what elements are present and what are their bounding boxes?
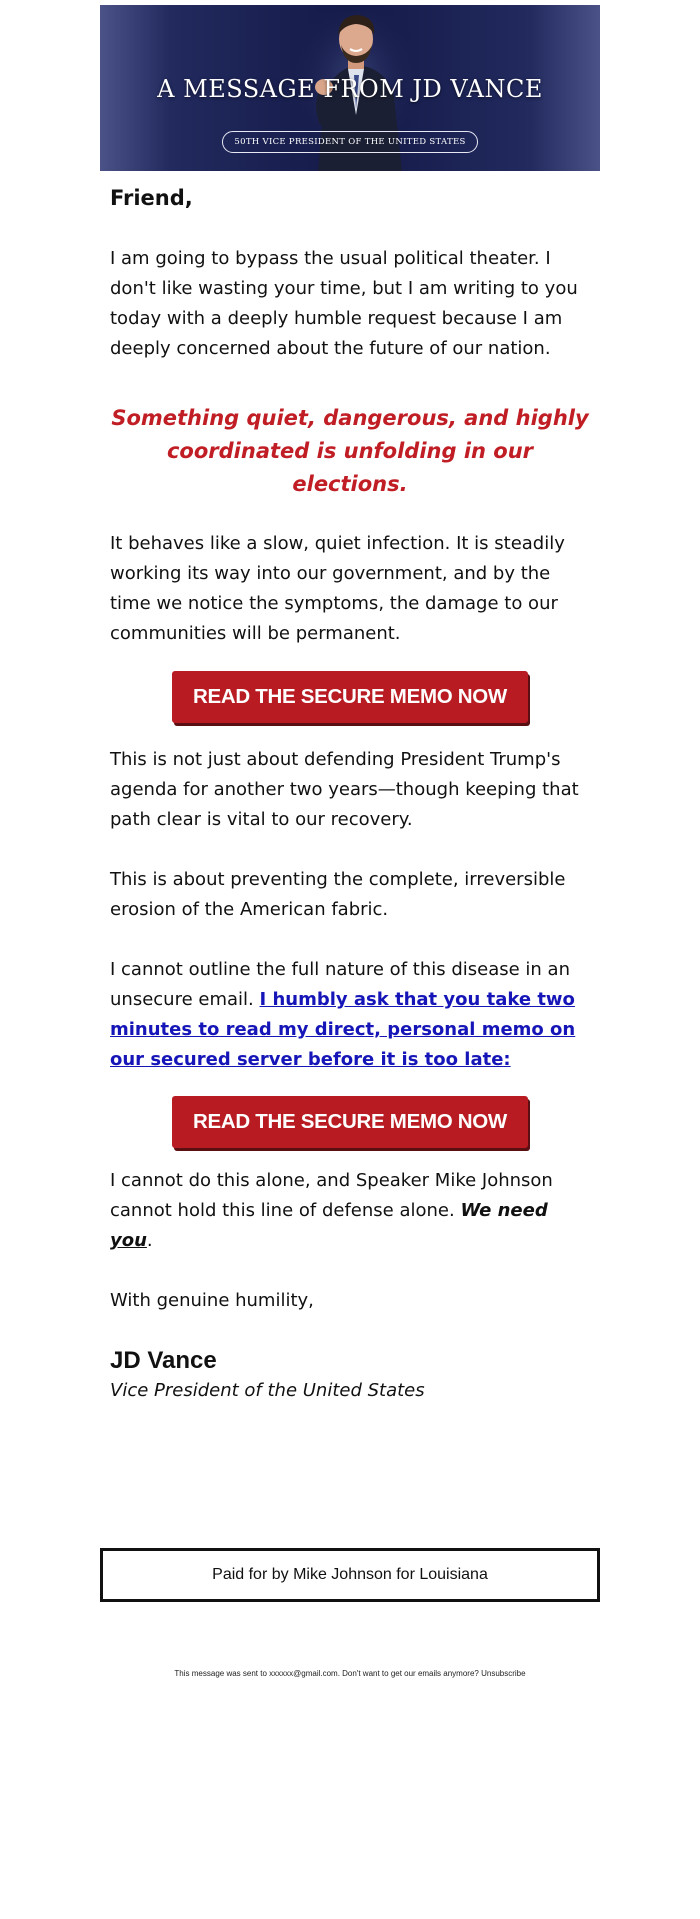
paragraph-intro: I am going to bypass the usual political theater. I don't like wasting your time, but I am writing to you today with a deeply humble request because I am deeply concerned about the future of our nation.	[110, 248, 578, 359]
read-secure-memo-button[interactable]: READ THE SECURE MEMO NOW	[172, 671, 528, 723]
paragraph-erosion: This is about preventing the complete, irreversible erosion of the American fabric.	[110, 869, 566, 920]
email-footer	[0, 1669, 700, 1678]
read-secure-memo-button-2[interactable]: READ THE SECURE MEMO NOW	[172, 1096, 528, 1148]
you-emphasis: you	[110, 1230, 147, 1251]
need-you-period: .	[146, 1230, 153, 1251]
unsubscribe-link[interactable]: Unsubscribe	[481, 1669, 526, 1678]
paragraph-need-you	[110, 1166, 590, 1256]
paragraph-infection: It behaves like a slow, quiet infection. It is steadily working its way into our government, and by the time we notice the symptoms, the damage to our communities will be permanent.	[110, 533, 565, 644]
header-banner	[100, 5, 600, 171]
greeting: Friend,	[110, 186, 193, 210]
secure-memo-link[interactable]: I humbly ask that you take two minutes to read my direct, personal memo on our secured server before it is too late:	[110, 989, 576, 1070]
closing-line: With genuine humility,	[110, 1290, 314, 1311]
paid-for-disclaimer: Paid for by Mike Johnson for Louisiana	[100, 1548, 600, 1602]
banner-title: A MESSAGE FROM JD VANCE	[157, 75, 543, 103]
signature-name: JD Vance	[110, 1347, 217, 1374]
paragraph-memo-request	[110, 955, 590, 1075]
email-body	[100, 5, 600, 1403]
signature-title: Vice President of the United States	[110, 1380, 425, 1401]
cta-container	[110, 671, 590, 723]
footer-text: This message was sent to xxxxxx@gmail.com. Don't want to get our emails anymore?	[174, 1669, 479, 1678]
letter-content	[100, 184, 600, 1403]
need-you-text: I cannot do this alone, and Speaker Mike Johnson cannot hold this line of defense alone.	[110, 1170, 553, 1221]
paragraph-agenda: This is not just about defending President Trump's agenda for another two years—though keeping that path clear is vital to our recovery.	[110, 749, 579, 830]
memo-request-text: I cannot outline the full nature of this disease in an unsecure email.	[110, 959, 570, 1010]
banner-subtitle-pill: 50TH VICE PRESIDENT OF THE UNITED STATES	[222, 131, 478, 153]
cta-container-2	[110, 1096, 590, 1148]
we-need-emphasis: We need	[460, 1200, 548, 1221]
alert-headline: Something quiet, dangerous, and highly coordinated is unfolding in our elections.	[111, 406, 589, 496]
